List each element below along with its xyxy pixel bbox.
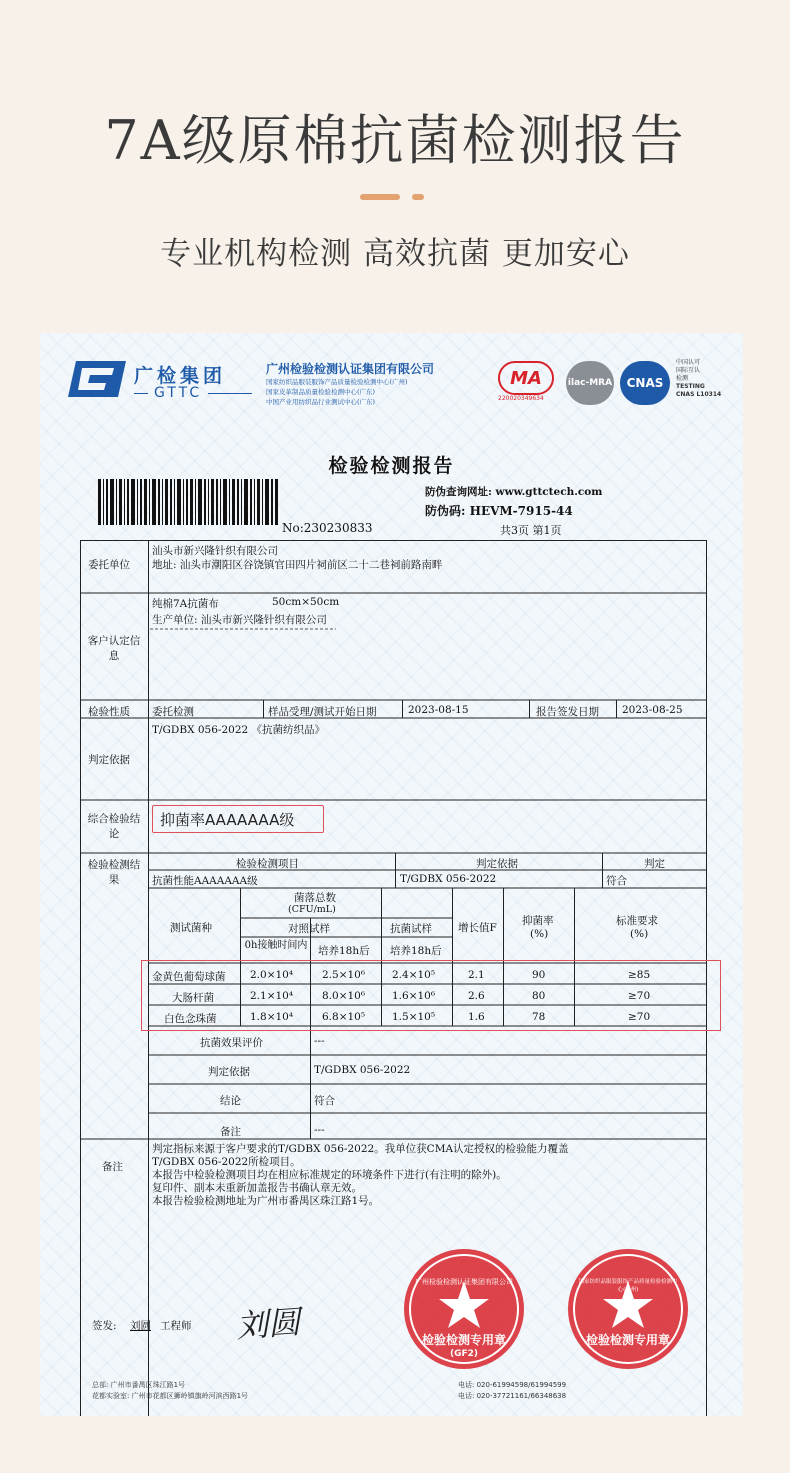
strain-rate: 80 — [532, 990, 546, 1002]
verify-code: 防伪码: HEVM-7915-44 — [425, 504, 573, 518]
growth-head: 增长值F — [458, 922, 497, 934]
accent-bar-short — [412, 194, 424, 200]
logo-name: 广检集团 — [134, 365, 227, 387]
remark2-value: --- — [314, 1124, 325, 1136]
std-unit: (%) — [630, 928, 649, 940]
judge-value: T/GDBX 056-2022 — [314, 1064, 411, 1076]
conclusion-label: 综合检验结论 — [87, 813, 141, 840]
conclusion-value: 抑菌率AAAAAAA级 — [160, 811, 295, 829]
stamp1-org: 广州检验检测认证集团有限公司 — [415, 1278, 513, 1286]
client-label: 委托单位 — [88, 559, 130, 571]
std-head: 标准要求 — [616, 915, 658, 927]
center-stamp-icon — [564, 1245, 692, 1373]
result-head-item: 检验检测项目 — [236, 858, 299, 870]
strain-control: 2.5×10⁶ — [322, 969, 366, 981]
eval-value: --- — [314, 1035, 325, 1047]
notes-label: 备注 — [102, 1161, 123, 1173]
stamp1-label: 检验检测专用章 — [422, 1333, 507, 1347]
logo-en: GTTC — [154, 385, 203, 401]
strain-control: 8.0×10⁶ — [322, 990, 366, 1002]
nature-label: 检验性质 — [88, 706, 130, 718]
strain-t0: 1.8×10⁴ — [250, 1011, 294, 1023]
report-document — [40, 333, 743, 1416]
customer-info-label: 客户认定信息 — [87, 635, 141, 662]
t18-antibac-head: 培养18h后 — [390, 945, 442, 957]
strain-growth: 2.1 — [468, 969, 485, 981]
org-line: 中国产业用纺织品行业测试中心(广东) — [266, 398, 376, 406]
client-address: 地址: 汕头市潮阳区谷饶镇官田四片祠前区二十二巷祠前路南畔 — [152, 559, 443, 571]
strain-rows-highlight — [141, 960, 721, 1031]
strain-std: ≥70 — [628, 990, 651, 1002]
cnas-line: TESTING — [676, 383, 705, 390]
stamp2-org: 国家纺织品服装服饰产品质量检验检测中心(广州) — [578, 1279, 678, 1293]
control-head: 对照试样 — [288, 923, 330, 935]
org-name: 广州检验检测认证集团有限公司 — [266, 362, 435, 376]
t18-control-head: 培养18h后 — [318, 945, 370, 957]
cma-text: MA — [510, 368, 542, 389]
strain-rate: 78 — [532, 1011, 546, 1023]
colony-head: 菌落总数 — [294, 892, 336, 904]
note-line: 判定指标来源于客户要求的T/GDBX 056-2022。我单位获CMA认定授权的检验能力覆盖 — [152, 1143, 569, 1155]
result-judge: 符合 — [606, 875, 627, 887]
conclusion2-value: 符合 — [314, 1095, 335, 1107]
strain-control: 6.8×10⁵ — [322, 1011, 366, 1023]
result-head-basis: 判定依据 — [476, 858, 518, 870]
sample-date: 2023-08-15 — [408, 704, 469, 716]
strain-rate: 90 — [532, 969, 546, 981]
result-label: 检验检测结果 — [87, 859, 141, 886]
cnas-line: 中国认可 — [676, 359, 701, 366]
conclusion2-label: 结论 — [220, 1095, 241, 1107]
page-count: 共3页 第1页 — [500, 524, 562, 537]
cnas-line: CNAS L10314 — [676, 391, 722, 398]
strain-growth: 1.6 — [468, 1011, 485, 1023]
signer-name: 刘圆 — [130, 1320, 151, 1332]
note-line: T/GDBX 056-2022所检项目。 — [152, 1156, 301, 1168]
maker: 生产单位: 汕头市新兴隆针织有限公司 — [152, 614, 327, 626]
strain-name: 金黄色葡萄球菌 — [152, 971, 226, 983]
judge-label: 判定依据 — [208, 1066, 250, 1078]
org-line: 国家纺织品服装服饰产品质量检验检测中心(广州) — [266, 378, 408, 386]
footer-lab: 花都实验室: 广州市花都区狮岭镇旗岭河滨西路1号 — [92, 1392, 249, 1400]
antibac-head: 抗菌试样 — [390, 923, 432, 935]
strain-name: 大肠杆菌 — [172, 992, 214, 1004]
strain-std: ≥85 — [628, 969, 651, 981]
footer-tel2: 电话: 020-37721161/66348638 — [458, 1392, 567, 1400]
stamp1-code: (GF2) — [449, 1349, 479, 1359]
cnas-line: 检测 — [676, 375, 689, 382]
strain-antibac: 1.6×10⁶ — [392, 990, 436, 1002]
basis-label: 判定依据 — [88, 754, 130, 766]
product-name: 纯棉7A抗菌布 — [152, 598, 219, 610]
result-item: 抗菌性能AAAAAAA级 — [152, 875, 258, 887]
rate-head: 抑菌率 — [522, 915, 554, 927]
accent-bar-long — [360, 194, 400, 200]
strain-antibac: 1.5×10⁵ — [392, 1011, 436, 1023]
note-line: 本报告检验检测地址为广州市番禺区珠江路1号。 — [152, 1195, 380, 1207]
basis-value: T/GDBX 056-2022 《抗菌纺织品》 — [152, 724, 326, 736]
t0-head: 0h接触时间内 — [244, 940, 308, 951]
result-head-judge: 判定 — [644, 858, 665, 870]
ilac-text: ilac-MRA — [567, 378, 613, 388]
strain-antibac: 2.4×10⁵ — [392, 969, 436, 981]
product-size: 50cm×50cm — [272, 596, 340, 608]
report-title: 检验检测报告 — [328, 455, 455, 477]
cma-number: 220020349634 — [498, 395, 544, 402]
eval-label: 抗菌效果评价 — [200, 1037, 263, 1049]
colony-unit: (CFU/mL) — [288, 904, 336, 915]
strain-name: 白色念珠菌 — [164, 1013, 217, 1025]
issue-date-label: 报告签发日期 — [536, 706, 599, 718]
signature: 刘圆 — [234, 1302, 302, 1346]
client-name: 汕头市新兴隆针织有限公司 — [152, 545, 278, 557]
cnas-line: 国际互认 — [676, 367, 701, 374]
remark2-label: 备注 — [220, 1126, 241, 1138]
strain-t0: 2.0×10⁴ — [250, 969, 294, 981]
org-line: 国家皮革制品质量检验检测中心(广东) — [266, 388, 376, 396]
cnas-text: CNAS — [626, 376, 664, 390]
strain-head: 测试菌种 — [170, 922, 212, 934]
result-basis: T/GDBX 056-2022 — [400, 873, 497, 885]
hero-title: 7A级原棉抗菌检测报告 — [104, 109, 686, 172]
hero-subtitle: 专业机构检测 高效抗菌 更加安心 — [160, 236, 630, 272]
strain-t0: 2.1×10⁴ — [250, 990, 294, 1002]
note-line: 本报告中检验检测项目均在相应标准规定的环境条件下进行(有注明的除外)。 — [152, 1169, 507, 1181]
strain-growth: 2.6 — [468, 990, 485, 1002]
note-line: 复印件、副本未重新加盖报告书确认章无效。 — [152, 1182, 362, 1194]
rate-unit: (%) — [530, 928, 549, 940]
footer-hq: 总部: 广州市番禺区珠江路1号 — [92, 1381, 186, 1389]
verify-url: 防伪查询网址: www.gttctech.com — [425, 486, 603, 498]
report-number: No:230230833 — [282, 521, 373, 535]
strain-std: ≥70 — [628, 1011, 651, 1023]
footer-tel1: 电话: 020-61994598/61994599 — [458, 1381, 567, 1389]
issue-date: 2023-08-25 — [622, 704, 683, 716]
stamp2-label: 检验检测专用章 — [586, 1333, 671, 1347]
signer-title: 工程师 — [160, 1320, 192, 1332]
nature-value: 委托检测 — [152, 706, 194, 718]
sign-label: 签发: — [92, 1320, 117, 1332]
sample-date-label: 样品受理/测试开始日期 — [268, 706, 377, 718]
